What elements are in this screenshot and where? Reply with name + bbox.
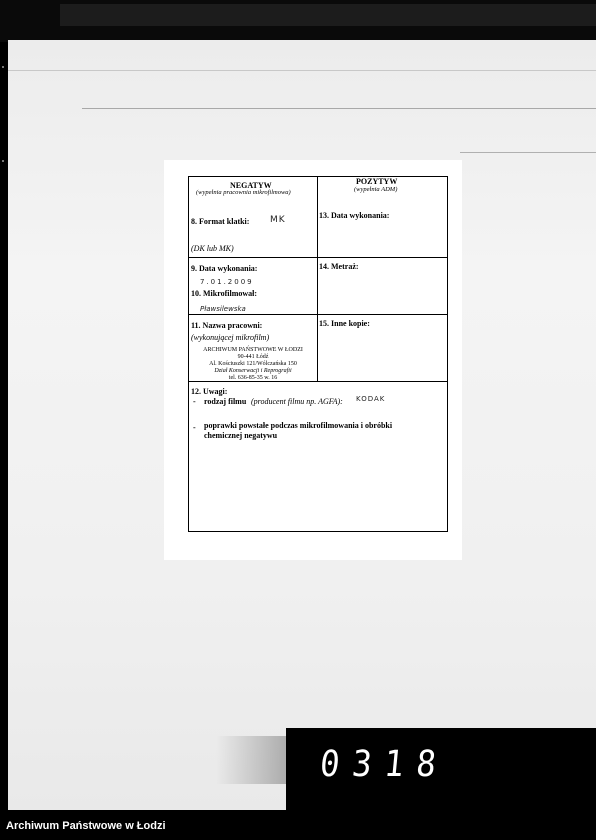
- rodzaj-filmu-label: rodzaj filmu: [204, 397, 247, 406]
- scratch-line: [460, 152, 596, 153]
- pozytyw-data-label: 13. Data wykonania:: [319, 211, 390, 220]
- rodzaj-filmu-hint: (producent filmu np. AGFA):: [251, 397, 343, 406]
- nazwa-pracowni-sub: (wykonującej mikrofilm): [191, 333, 270, 342]
- pozytyw-title: POZYTYW: [356, 177, 398, 186]
- pozytyw-subtitle: (wypełnia ADM): [354, 186, 398, 193]
- poprawki-line2: chemicznej negatywu: [204, 431, 278, 440]
- stamp-line: Al. Kościuszki 121/Wólczańska 150: [209, 361, 297, 367]
- speck: [2, 66, 4, 68]
- format-klatki-label: 8. Format klatki:: [191, 217, 250, 226]
- form-divider: [189, 314, 447, 315]
- uwagi-label: 12. Uwagi:: [191, 387, 228, 396]
- scratch-line: [8, 70, 596, 71]
- stamp-line: 90-441 Łódź: [237, 354, 269, 360]
- footer-archive-name: Archiwum Państwowe w Łodzi: [6, 820, 166, 832]
- scratch-line: [82, 108, 596, 109]
- film-edge-band: [60, 4, 596, 26]
- footer-bar: [0, 810, 596, 840]
- mikrofilmowal-signature: Pławsilewska: [200, 305, 246, 313]
- stamp-line: tel. 636-85-35 w. 16: [228, 375, 278, 381]
- frame-counter: 0318: [318, 744, 451, 785]
- inne-kopie-label: 15. Inne kopie:: [319, 319, 370, 328]
- nazwa-pracowni-label: 11. Nazwa pracowni:: [191, 321, 263, 330]
- data-wykonania-label: 9. Data wykonania:: [191, 264, 258, 273]
- film-top-edge: [0, 0, 596, 42]
- metraz-label: 14. Metraż:: [319, 262, 359, 271]
- bullet: -: [193, 397, 196, 406]
- bullet: -: [193, 423, 196, 432]
- stamp-line: ARCHIWUM PAŃSTWOWE W ŁODZI: [203, 347, 303, 353]
- form-divider: [189, 257, 447, 258]
- speck: [2, 160, 4, 162]
- mikrofilmowal-label: 10. Mikrofilmował:: [191, 289, 258, 298]
- negatyw-title: NEGATYW: [230, 181, 272, 190]
- data-wykonania-value: 7.01.2009: [200, 278, 254, 286]
- counter-fade: [216, 736, 296, 784]
- format-klatki-value: MK: [270, 215, 286, 225]
- archive-stamp: [188, 347, 318, 382]
- format-klatki-hint: (DK lub MK): [191, 244, 234, 253]
- rodzaj-filmu-value: KODAK: [356, 395, 386, 403]
- stamp-line: Dział Konserwacji i Reprografii: [214, 368, 292, 374]
- poprawki-line1: poprawki powstałe podczas mikrofilmowania i obróbki: [204, 421, 393, 430]
- negatyw-subtitle: (wypełnia pracownia mikrofilmowa): [196, 189, 291, 196]
